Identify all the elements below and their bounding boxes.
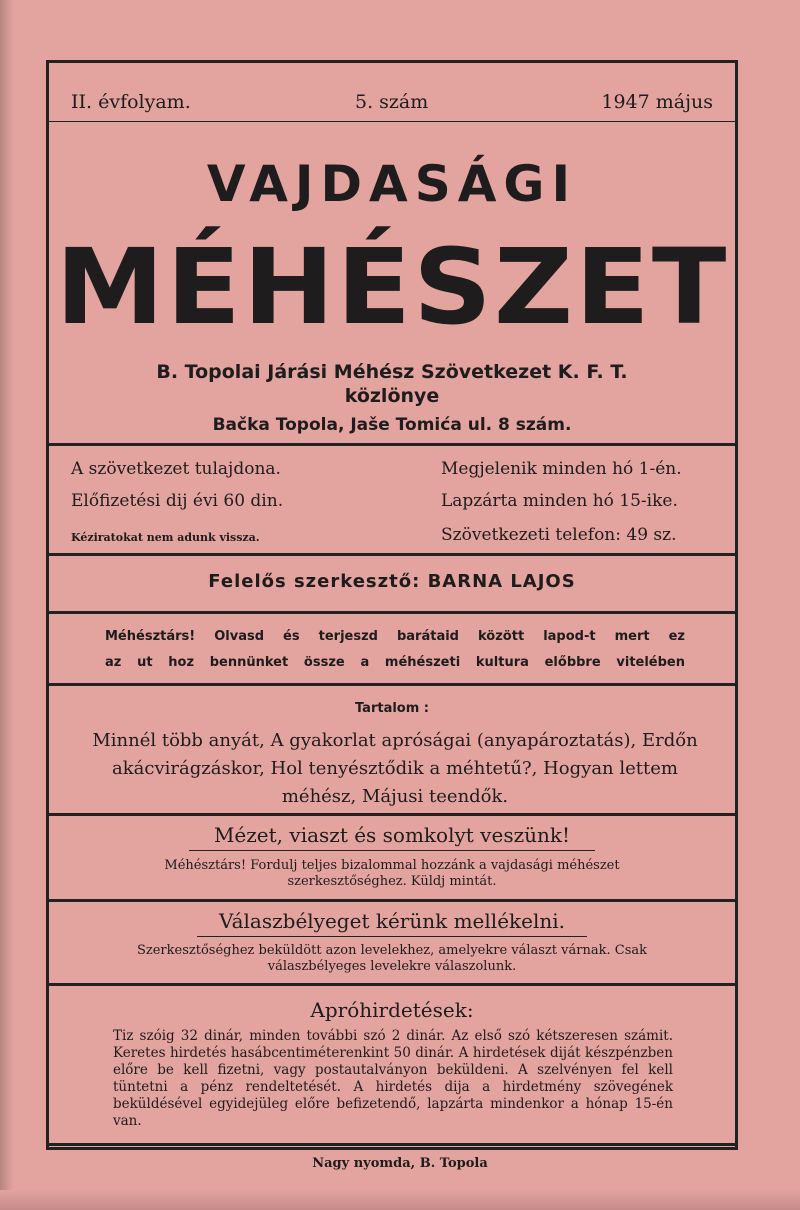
header-rule	[49, 121, 735, 122]
issue-date: 1947 május	[601, 91, 713, 113]
rule-masthead	[49, 443, 735, 446]
slogan-line1: Méhésztárs! Olvasd és terjeszd barátaid között lapod-t mert ez	[105, 629, 685, 644]
rule-stamps	[49, 983, 735, 986]
page-bottom-edge	[0, 1190, 800, 1210]
manuscripts-note: Kéziratokat nem adunk vissza.	[71, 531, 260, 544]
contents-heading: Tartalom :	[354, 701, 430, 716]
printer-imprint: Nagy nyomda, B. Topola	[312, 1156, 488, 1171]
phone-note: Szövetkezeti telefon: 49 sz.	[441, 525, 677, 545]
owner-note: A szövetkezet tulajdona.	[71, 459, 281, 479]
masthead-title-line2: MÉHÉSZET	[55, 226, 729, 348]
rule-bottom	[49, 1143, 735, 1146]
contents-text: Minnél több anyát, A gyakorlat apróságai (anyapároztatás), Erdőn akácvirágzáskor, Hol tenyésztődik a méhtetű?, Hogyan lettem méhész, Májusi teendők.	[92, 730, 698, 807]
stamps-text: Szerkesztőséghez beküldött azon levelekhez, amelyekre választ várnak. Csak válaszbélyeges levelekre válaszolunk.	[136, 943, 647, 974]
deadline-note: Lapzárta minden hó 15-ike.	[441, 491, 678, 511]
ads-text: Tiz szóig 32 dinár, minden további szó 2 dinár. Az első szó kétszeresen számit. Keretes hirdetés hasábcentiméterenkint 50 dinár. A hirdetések diját készpénzben előre be kell fizetni, vagy postautalványon beküldeni. A szelvényen fel kell tüntetni a pénz rendeltetését. A hirdetés dija a hirdetmény szövegének beküldésével egyidejüleg előre befizetendő, lapzárta mindenkor a hónap 15-én van.	[113, 1028, 673, 1129]
wax-underline	[189, 850, 595, 851]
rule-editor	[49, 611, 735, 614]
wax-heading: Mézet, viaszt és somkolyt veszünk!	[213, 823, 571, 847]
stamps-underline	[197, 936, 587, 937]
publisher-address: Bačka Topola, Jaše Tomića ul. 8 szám.	[212, 415, 572, 435]
editor-line: Felelős szerkesztő: BARNA LAJOS	[208, 571, 576, 592]
ads-heading: Apróhirdetések:	[310, 998, 474, 1022]
issue-number: 5. szám	[355, 91, 429, 113]
page-edge	[0, 0, 14, 1210]
volume-label: II. évfolyam.	[71, 91, 191, 113]
publisher-name: B. Topolai Járási Méhész Szövetkezet K. F. T.	[156, 361, 628, 383]
cover-frame	[46, 60, 738, 1150]
publisher-subtitle: közlönye	[344, 385, 440, 407]
rule-contents	[49, 813, 735, 816]
rule-info	[49, 553, 735, 556]
subscription-note: Előfizetési dij évi 60 din.	[71, 491, 284, 511]
rule-wax	[49, 899, 735, 902]
wax-text: Méhésztárs! Fordulj teljes bizalommal hozzánk a vajdasági méhészet szerkesztőséghez. Küldj mintát.	[164, 858, 620, 889]
rule-slogan	[49, 683, 735, 686]
publication-note: Megjelenik minden hó 1-én.	[441, 459, 682, 479]
slogan-line2: az ut hoz bennünket össze a méhészeti kultura előbbre vitelében	[105, 655, 685, 670]
stamps-heading: Válaszbélyeget kérünk mellékelni.	[218, 909, 566, 933]
masthead-title-line1: VAJDASÁGI	[206, 155, 578, 213]
